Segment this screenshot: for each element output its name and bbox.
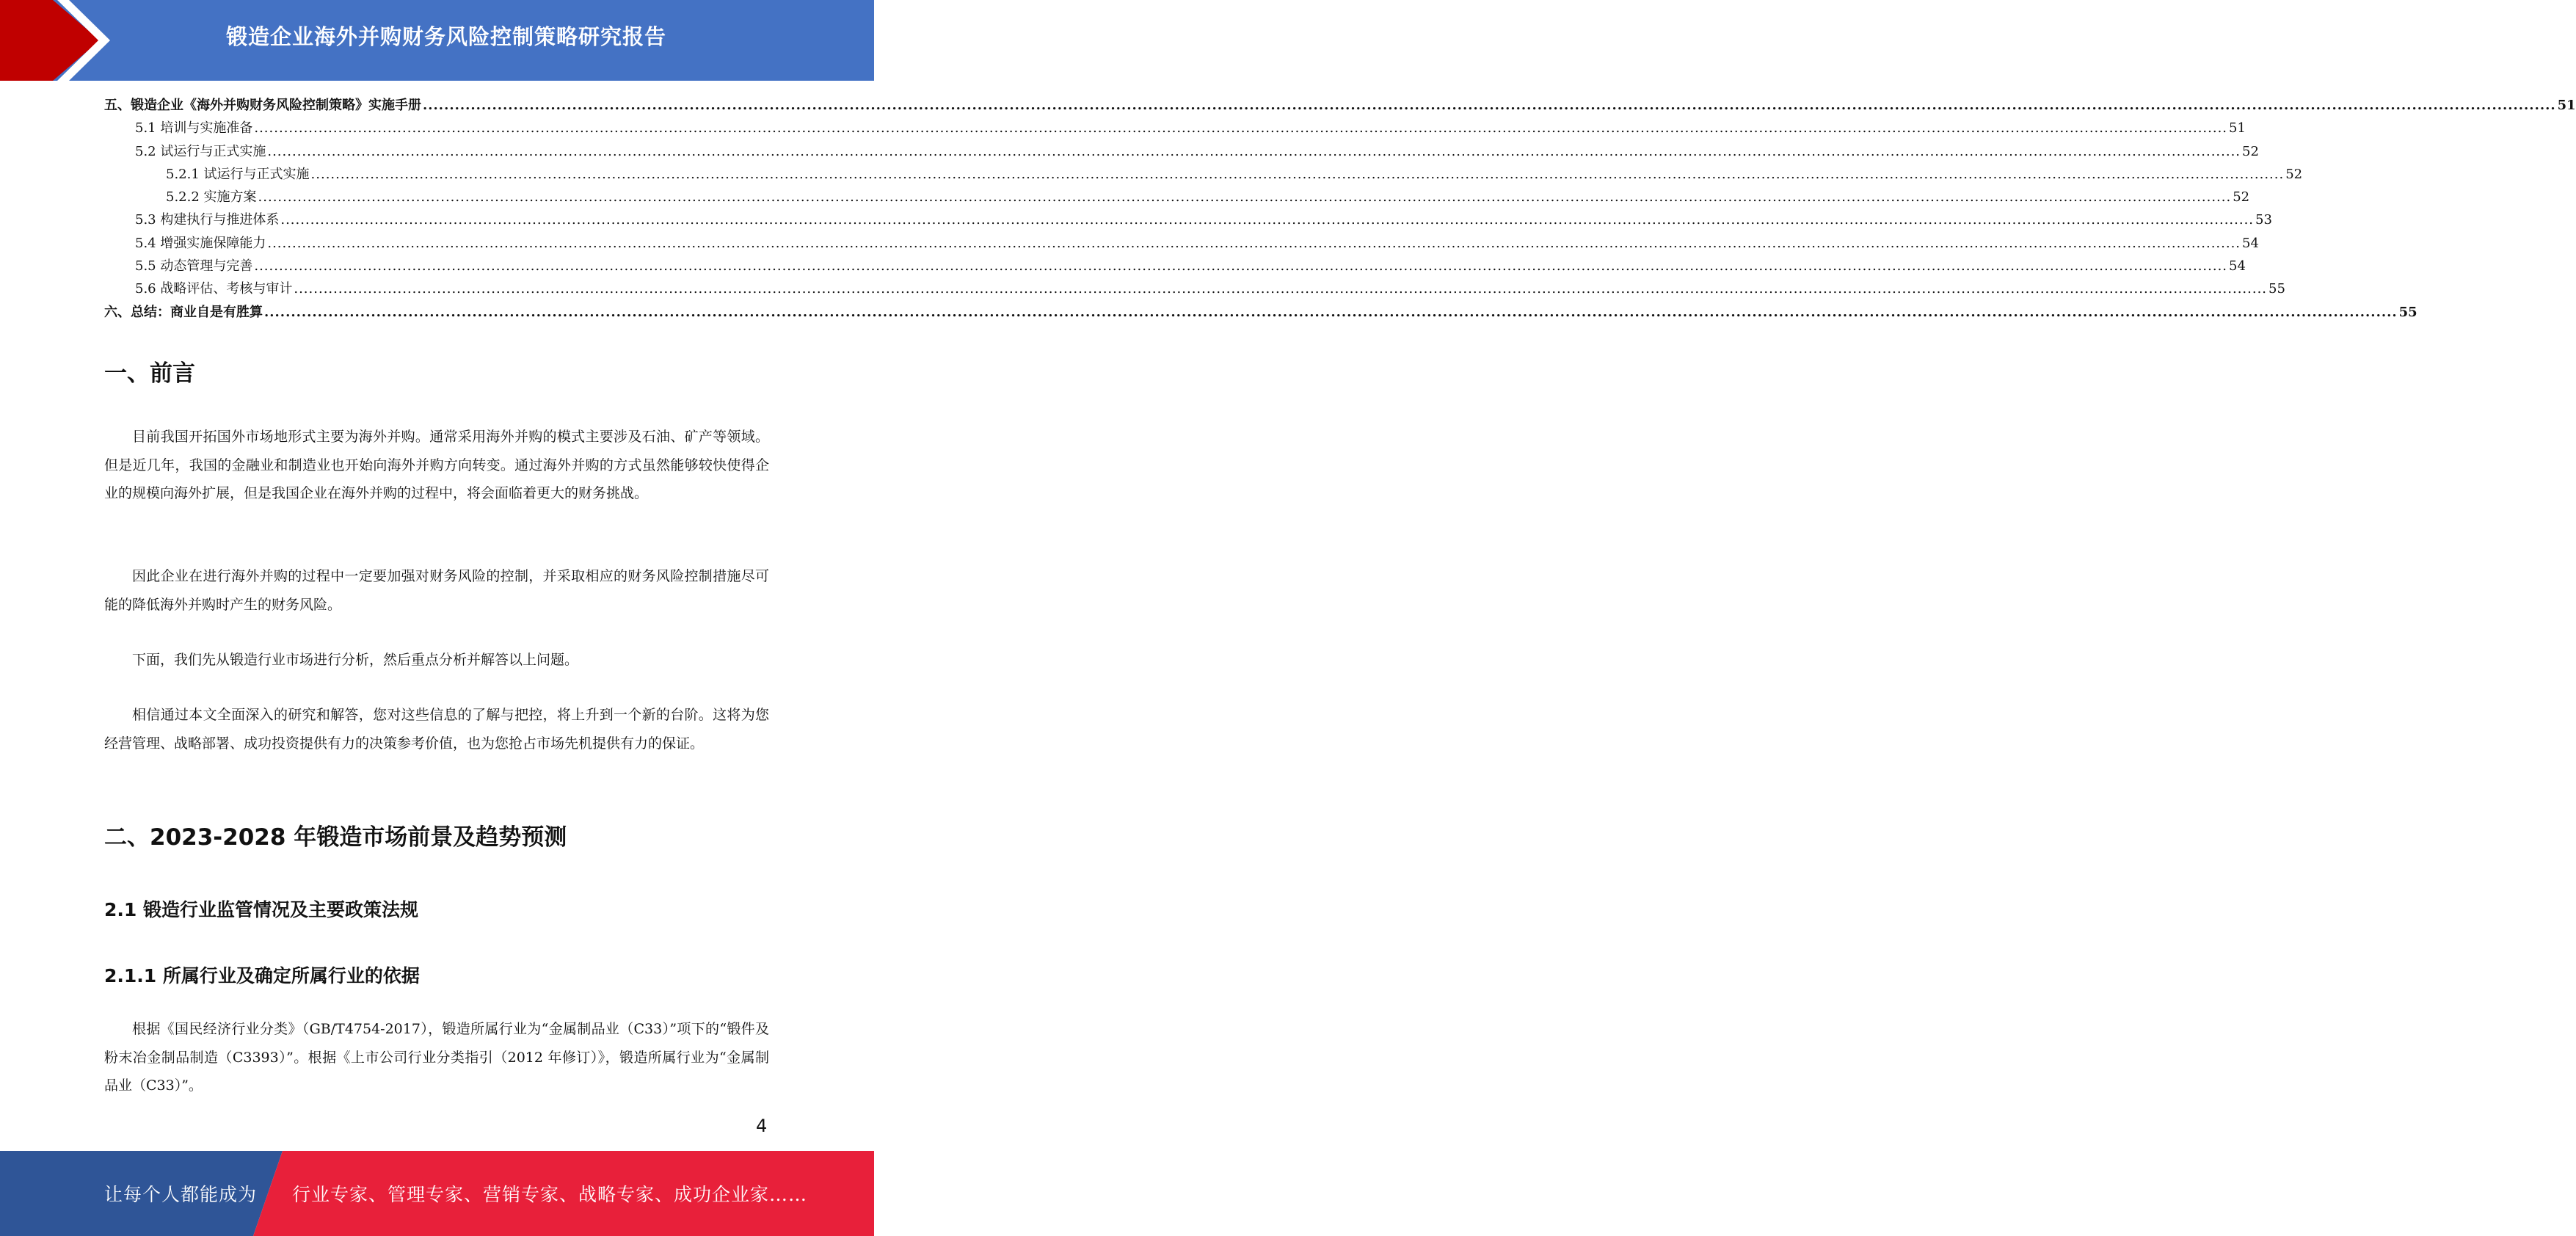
section-heading-forecast: 二、2023-2028 年锻造市场前景及趋势预测 xyxy=(104,824,567,851)
toc-entry[interactable] xyxy=(104,301,2417,324)
section-heading-preface: 一、前言 xyxy=(104,360,195,387)
document-title: 锻造企业海外并购财务风险控制策略研究报告 xyxy=(225,24,666,49)
toc-entry-label: 5.2 试运行与正式实施 xyxy=(135,143,266,159)
toc-entry-label: 5.5 动态管理与完善 xyxy=(135,258,253,275)
toc-entry[interactable] xyxy=(104,140,2259,163)
toc-entry-page: 55 xyxy=(2398,304,2417,320)
toc-entry-label: 5.2.1 试运行与正式实施 xyxy=(166,166,310,182)
toc-entry-page: 54 xyxy=(2242,235,2259,251)
table-of-contents xyxy=(104,94,2576,324)
toc-leader-dots: ................................................................................................................................................................................................................................................................................................................................................................................................................ xyxy=(280,212,2255,228)
toc-entry[interactable] xyxy=(104,117,2246,139)
toc-entry[interactable] xyxy=(104,208,2272,231)
paragraph: 因此企业在进行海外并购的过程中一定要加强对财务风险的控制，并采取相应的财务风险控制措施尽可能的降低海外并购时产生的财务风险。 xyxy=(104,568,769,613)
toc-leader-dots: ................................................................................................................................................................................................................................................................................................................................................................................................................ xyxy=(267,143,2241,159)
toc-entry[interactable] xyxy=(104,232,2259,255)
toc-entry-page: 52 xyxy=(2233,189,2250,206)
toc-leader-dots: ................................................................................................................................................................................................................................................................................................................................................................................................................ xyxy=(310,166,2285,182)
toc-entry-label: 六、总结：商业自是有胜算 xyxy=(104,304,263,320)
toc-entry-page: 52 xyxy=(2285,166,2303,182)
toc-entry-label: 5.4 增强实施保障能力 xyxy=(135,235,266,251)
toc-entry-label: 5.3 构建执行与推进体系 xyxy=(135,212,280,228)
toc-entry-label: 5.1 培训与实施准备 xyxy=(135,120,253,137)
toc-entry-label: 5.6 战略评估、考核与审计 xyxy=(135,281,293,297)
toc-entry-page: 52 xyxy=(2242,143,2259,159)
toc-entry-label: 五、锻造企业《海外并购财务风险控制策略》实施手册 xyxy=(104,98,421,113)
page-number: 4 xyxy=(756,1116,768,1136)
toc-leader-dots: ................................................................................................................................................................................................................................................................................................................................................................................................................ xyxy=(258,189,2232,206)
paragraph: 根据《国民经济行业分类》（GB/T4754-2017），锻造所属行业为“金属制品业（C33）”项下的“锻件及粉末冶金制品制造（C3393）”。根据《上市公司行业分类指引（2012 年修订）》，锻造所属行业为“金属制品业（C33）”。 xyxy=(104,1021,769,1094)
subsubsection-heading: 2.1.1 所属行业及确定所属行业的依据 xyxy=(104,965,420,986)
footer-slogan-left: 让每个人都能成为 xyxy=(104,1184,258,1205)
toc-entry-page: 54 xyxy=(2229,258,2246,275)
toc-leader-dots: ................................................................................................................................................................................................................................................................................................................................................................................................................ xyxy=(254,258,2228,275)
toc-leader-dots: ................................................................................................................................................................................................................................................................................................................................................................................................................ xyxy=(264,304,2398,320)
paragraph: 目前我国开拓国外市场地形式主要为海外并购。通常采用海外并购的模式主要涉及石油、矿产等领域。但是近几年，我国的金融业和制造业也开始向海外并购方向转变。通过海外并购的方式虽然能够较快使得企业的规模向海外扩展，但是我国企业在海外并购的过程中，将会面临着更大的财务挑战。 xyxy=(104,429,769,501)
subsection-heading: 2.1 锻造行业监管情况及主要政策法规 xyxy=(104,899,418,920)
footer-slogan-right: 行业专家、管理专家、营销专家、战略专家、成功企业家…… xyxy=(292,1184,808,1205)
paragraph: 相信通过本文全面深入的研究和解答，您对这些信息的了解与把控，将上升到一个新的台阶。这将为您经营管理、战略部署、成功投资提供有力的决策参考价值，也为您抢占市场先机提供有力的保证。 xyxy=(104,707,769,752)
page-header xyxy=(0,0,874,81)
toc-entry-page: 51 xyxy=(2229,120,2246,137)
toc-entry[interactable] xyxy=(104,94,2576,117)
toc-entry[interactable] xyxy=(104,255,2246,277)
paragraph: 下面，我们先从锻造行业市场进行分析，然后重点分析并解答以上问题。 xyxy=(132,652,579,668)
toc-entry[interactable] xyxy=(104,277,2285,300)
toc-entry[interactable] xyxy=(104,186,2250,208)
toc-leader-dots: ................................................................................................................................................................................................................................................................................................................................................................................................................ xyxy=(294,281,2268,297)
toc-entry-label: 5.2.2 实施方案 xyxy=(166,189,257,206)
toc-entry-page: 51 xyxy=(2557,98,2576,113)
toc-leader-dots: ................................................................................................................................................................................................................................................................................................................................................................................................................ xyxy=(423,98,2556,113)
toc-leader-dots: ................................................................................................................................................................................................................................................................................................................................................................................................................ xyxy=(254,120,2228,137)
toc-leader-dots: ................................................................................................................................................................................................................................................................................................................................................................................................................ xyxy=(267,235,2241,251)
toc-entry-page: 53 xyxy=(2255,212,2272,228)
toc-entry[interactable] xyxy=(104,163,2303,186)
toc-entry-page: 55 xyxy=(2268,281,2285,297)
page-footer xyxy=(0,1151,874,1236)
